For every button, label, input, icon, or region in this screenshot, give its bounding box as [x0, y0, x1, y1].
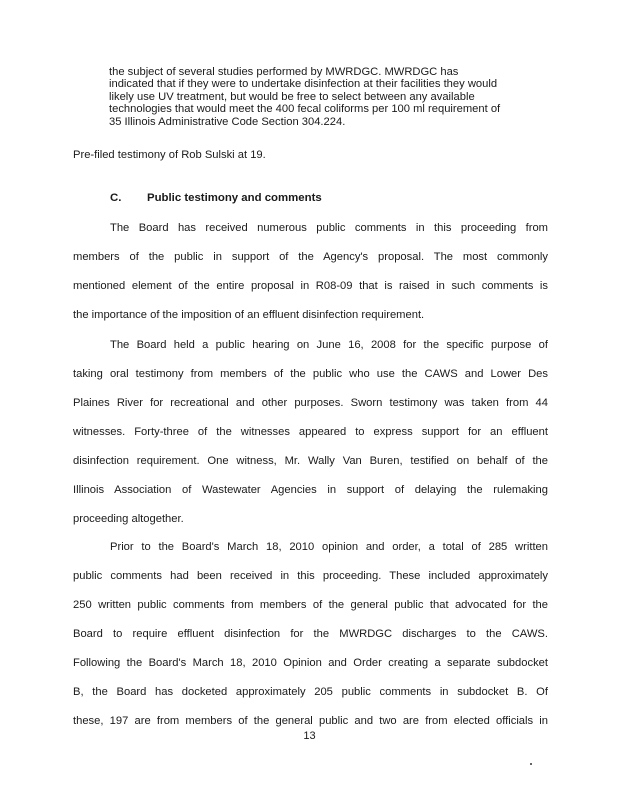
section-heading [110, 192, 322, 204]
paragraph-line: The Board held a public hearing on June 16, 2008 for the specific purpose of [110, 339, 548, 351]
block-quote [109, 66, 549, 128]
paragraph-line: Following the Board's March 18, 2010 Opinion and Order creating a separate subdocket [73, 657, 548, 669]
section-title: Public testimony and comments [147, 192, 322, 204]
quote-line: 35 Illinois Administrative Code Section 304.224. [109, 115, 346, 128]
paragraph-line: proceeding altogether. [73, 513, 184, 525]
paragraph-line: 250 written public comments from members of the general public that advocated for the [73, 599, 548, 611]
scan-speck [530, 763, 532, 765]
paragraph-line: Illinois Association of Wastewater Agencies in support of delaying the rulemaking [73, 484, 548, 496]
paragraph-line: taking oral testimony from members of the public who use the CAWS and Lower Des [73, 368, 548, 380]
paragraph-line: Board to require effluent disinfection for the MWRDGC discharges to the CAWS. [73, 628, 548, 640]
section-letter: C. [110, 192, 122, 204]
paragraph-line: disinfection requirement. One witness, Mr. Wally Van Buren, testified on behalf of the [73, 455, 548, 467]
paragraph-line: these, 197 are from members of the general public and two are from elected officials in [73, 715, 548, 727]
paragraph-line: the importance of the imposition of an effluent disinfection requirement. [73, 309, 425, 321]
quote-line: the subject of several studies performed by MWRDGC. MWRDGC has [109, 66, 459, 78]
paragraph-line: mentioned element of the entire proposal in R08-09 that is raised in such comments is [73, 280, 548, 292]
quote-line: indicated that if they were to undertake disinfection at their facilities they would [109, 78, 498, 91]
citation: Pre-filed testimony of Rob Sulski at 19. [73, 149, 266, 161]
paragraph-line: public comments had been received in this proceeding. These included approximately [73, 570, 548, 582]
paragraph-line: The Board has received numerous public comments in this proceeding from [110, 222, 548, 234]
paragraph-line: witnesses. Forty-three of the witnesses appeared to express support for an effluent [73, 426, 548, 438]
page-number: 13 [303, 730, 316, 742]
paragraph-line: B, the Board has docketed approximately 205 public comments in subdocket B. Of [73, 686, 548, 698]
paragraph-line: members of the public in support of the Agency's proposal. The most commonly [73, 251, 548, 263]
quote-line: technologies that would meet the 400 fecal coliforms per 100 ml requirement of [109, 103, 501, 116]
paragraph-line: Plaines River for recreational and other purposes. Sworn testimony was taken from 44 [73, 397, 548, 409]
paragraph-line: Prior to the Board's March 18, 2010 opinion and order, a total of 285 written [110, 541, 548, 553]
quote-line: likely use UV treatment, but would be free to select between any available [109, 90, 475, 103]
